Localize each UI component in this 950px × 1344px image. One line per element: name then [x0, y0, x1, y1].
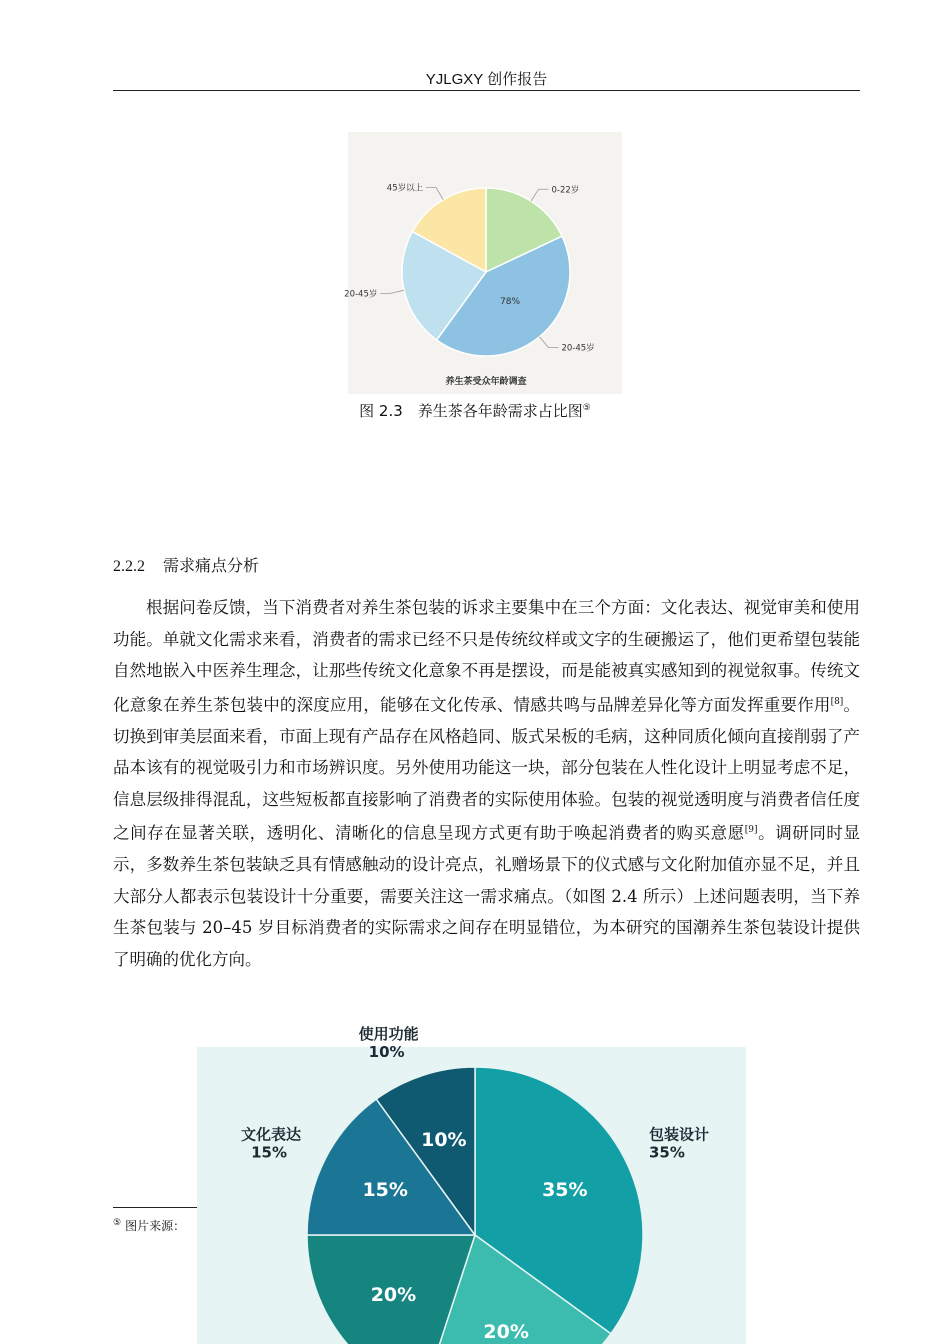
section-number: 2.2.2 [113, 558, 145, 575]
footnote-rule [113, 1207, 203, 1208]
citation-9: [9] [744, 825, 758, 835]
paragraph-part-2: 。切换到审美层面来看，市面上现有产品存在风格趋同、版式呆板的毛病，这种同质化倾向直接削弱了产品本该有的视觉吸引力和市场辨识度。另外使用功能这一块，部分包装在人性化设计上明显考虑不足，信息层级排得混乱，这些短板都直接影响了消费者的实际使用体验。包装的视觉透明度与消费者信任度之间存在显著关联，透明化、清晰化的信息呈现方式更有助于唤起消费者的购买意愿 [113, 695, 860, 843]
pain-pie-category-percent: 10% [368, 1042, 405, 1061]
pain-pie-category-label: 包装设计 [648, 1125, 709, 1144]
figure-caption [0, 400, 950, 421]
footnote-reference: ⑤ [582, 403, 591, 413]
pain-point-pie-chart [197, 1024, 746, 1344]
age-pie-leader-line [540, 337, 559, 348]
pain-point-pie-figure [197, 1024, 746, 1344]
section-heading [113, 553, 259, 576]
pain-pie-category-percent: 35% [648, 1143, 685, 1162]
paragraph-part-1: 根据问卷反馈，当下消费者对养生茶包装的诉求主要集中在三个方面：文化表达、视觉审美和使用功能。单就文化需求来看，消费者的需求已经不只是传统纹样或文字的生硬搬运了，他们更希望包装能自然地嵌入中医养生理念，让那些传统文化意象不再是摆设，而是能被真实感知到的视觉叙事。传统文化意象在养生茶包装中的深度应用，能够在文化传承、情感共鸣与品牌差异化等方面发挥重要作用 [113, 598, 860, 714]
footnote-text: 图片来源： [125, 1219, 186, 1233]
age-pie-chart [344, 132, 622, 394]
section-title: 需求痛点分析 [163, 556, 260, 575]
age-pie-label: 45岁以上 [386, 183, 424, 194]
footnote [113, 1217, 185, 1234]
pain-pie-value-label: 35% [542, 1179, 588, 1202]
age-pie-leader-line [380, 290, 404, 293]
pain-pie-category-label: 文化表达 [241, 1125, 302, 1144]
pain-pie-value-label: 10% [421, 1129, 467, 1152]
footnote-mark: ⑤ [113, 1218, 122, 1228]
citation-8: [8] [830, 696, 844, 707]
paragraph-part-3: 。调研同时显示，多数养生茶包装缺乏具有情感触动的设计亮点，礼赠场景下的仪式感与文化附加值亦显不足，并且大部分人都表示包装设计十分重要，需要关注这一需求痛点。（如图 2.4 所示）上述问题表明，当下养生茶包装与 20–45 岁目标消费者的实际需求之间存在明显错位，为本研究的国潮养生茶包装设计提供了明确的优化方向。 [113, 823, 861, 969]
age-pie-label: 20-45岁 [561, 343, 595, 354]
pain-pie-value-label: 20% [483, 1320, 529, 1343]
pain-pie-category-label: 使用功能 [358, 1024, 419, 1043]
body-paragraph [113, 592, 860, 975]
pain-pie-value-label: 20% [370, 1284, 417, 1307]
header-rule [113, 90, 860, 91]
page-header: YJLGXY 创作报告 [425, 71, 548, 88]
figure-caption-text: 图 2.3 养生茶各年龄需求占比图 [359, 402, 583, 420]
pain-pie-category-percent: 15% [251, 1143, 288, 1162]
age-pie-label: 20-45岁 [344, 289, 378, 300]
age-pie-title: 养生茶受众年龄调查 [445, 377, 527, 387]
age-pie-label: 0-22岁 [551, 185, 580, 196]
age-pie-figure [344, 132, 622, 394]
pain-pie-value-label: 15% [362, 1179, 408, 1202]
age-pie-leader-line [426, 188, 443, 200]
age-pie-value-label: 78% [500, 297, 521, 308]
age-pie-leader-line [531, 189, 549, 201]
